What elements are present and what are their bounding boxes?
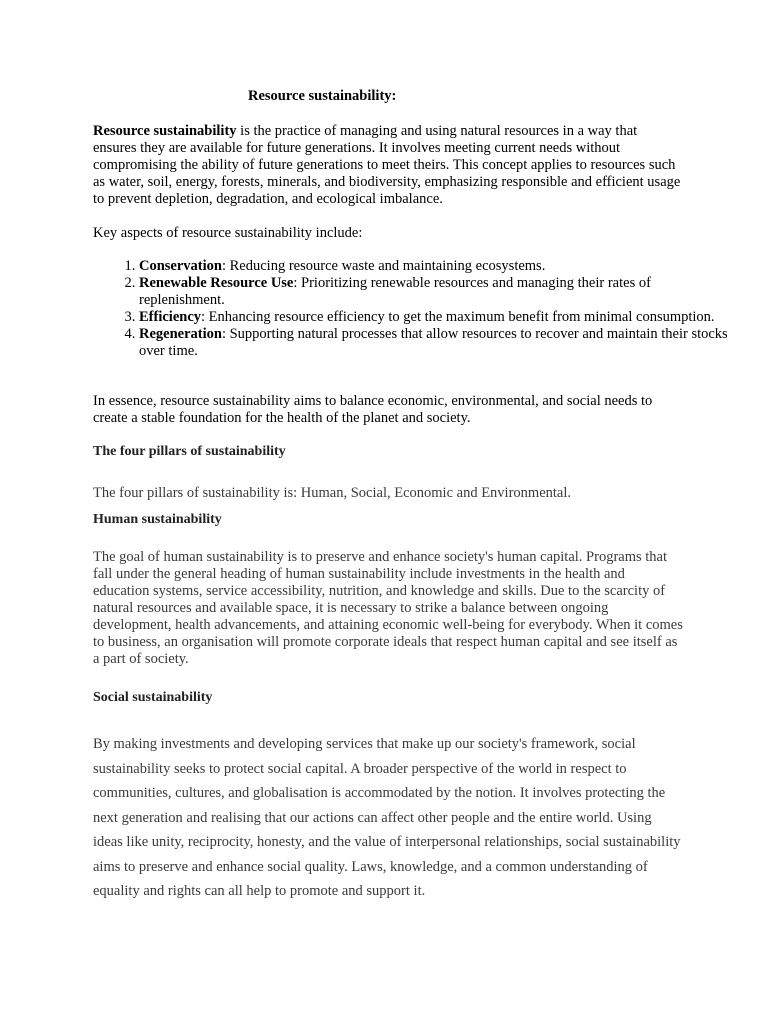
list-item <box>139 275 729 309</box>
pillars-heading: The four pillars of sustainability <box>93 444 286 459</box>
list-item-desc: : Prioritizing renewable resources and managing their rates of replenishment. <box>139 275 651 308</box>
intro-bold-term: Resource sustainability <box>93 123 237 139</box>
list-item <box>139 309 729 326</box>
intro-paragraph <box>93 123 683 208</box>
list-item-term: Regeneration <box>139 326 222 342</box>
document-title: Resource sustainability: <box>248 88 397 104</box>
key-aspects-list <box>93 258 729 360</box>
list-item-desc: : Reducing resource waste and maintaining ecosystems. <box>221 258 546 274</box>
essence-paragraph: In essence, resource sustainability aims to balance economic, environmental, and social needs to create a stable foundation for the health of the planet and society. <box>93 393 653 426</box>
list-item <box>139 258 729 275</box>
list-item-desc: : Enhancing resource efficiency to get the maximum benefit from minimal consumption. <box>201 309 715 325</box>
intro-text: is the practice of managing and using natural resources in a way that ensures they are available for future generations. It involves meeting current needs without compromising the ability of future generations to meet theirs. This concept applies to resources such as water, soil, energy, forests, minerals, and biodiversity, emphasizing responsible and efficient usage to prevent depletion, degradation, and ecological imbalance. <box>93 123 681 207</box>
pillars-paragraph: The four pillars of sustainability is: Human, Social, Economic and Environmental. <box>93 485 571 501</box>
social-paragraph: By making investments and developing services that make up our society's framework, social sustainability seeks to protect social capital. A broader perspective of the world in respect to communities, cultures, and globalisation is accommodated by the notion. It involves protecting the next generation and realising that our actions can affect other people and the entire world. Using ideas like unity, reciprocity, honesty, and the value of interpersonal relationships, social sustainability aims to preserve and enhance social quality. Laws, knowledge, and a common understanding of equality and rights can all help to promote and support it. <box>93 736 681 899</box>
key-aspects-intro: Key aspects of resource sustainability include: <box>93 225 363 241</box>
list-item-term: Efficiency <box>139 309 202 325</box>
list-item <box>139 326 729 360</box>
human-paragraph: The goal of human sustainability is to preserve and enhance society's human capital. Programs that fall under the general heading of human sustainability include investments in the health and education systems, service accessibility, nutrition, and knowledge and skills. Due to the scarcity of natural resources and available space, it is necessary to strike a balance between ongoing development, health advancements, and attaining economic well-being for everybody. When it comes to business, an organisation will promote corporate ideals that respect human capital and see itself as a part of society. <box>93 549 683 667</box>
social-heading: Social sustainability <box>93 690 213 705</box>
human-heading: Human sustainability <box>93 512 222 527</box>
list-item-term: Renewable Resource Use <box>139 275 294 291</box>
list-item-term: Conservation <box>139 258 222 274</box>
list-item-desc: : Supporting natural processes that allow resources to recover and maintain their stocks over time. <box>139 326 728 359</box>
